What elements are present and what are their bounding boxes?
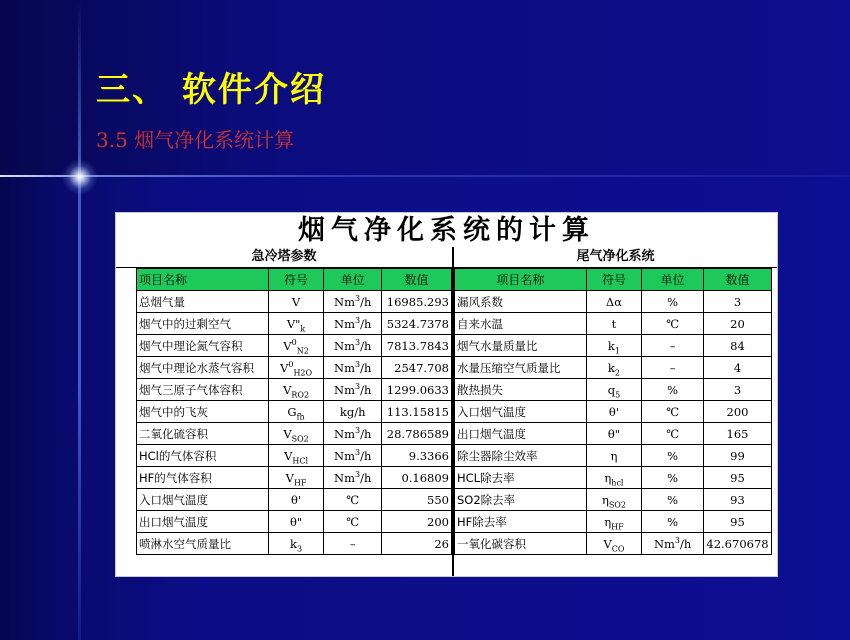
table-row (455, 445, 772, 467)
value-cell: 113.15815 (382, 401, 452, 423)
slide-title: 三、 软件介绍 (96, 70, 326, 110)
left-header-row (137, 269, 452, 291)
table-row (137, 423, 452, 445)
table-row (455, 313, 772, 335)
slide-subtitle: 3.5 烟气净化系统计算 (96, 128, 295, 152)
unit-cell: Nm$^3$/h (324, 423, 382, 445)
value-cell: 84 (703, 335, 771, 357)
table-row (455, 357, 772, 379)
value-cell: 4 (703, 357, 771, 379)
symbol-cell: θ' (586, 401, 642, 423)
unit-cell: Nm$^3$/h (324, 467, 382, 489)
decorative-horizontal-line (0, 175, 850, 177)
decorative-vertical-line (78, 0, 81, 640)
item-name-cell: 烟气中的飞灰 (137, 401, 269, 423)
unit-cell: Nm$^3$/h (324, 379, 382, 401)
table-row (137, 533, 452, 555)
symbol-cell: θ' (268, 489, 324, 511)
unit-cell: – (642, 357, 704, 379)
value-cell: 93 (703, 489, 771, 511)
value-cell: 7813.7843 (382, 335, 452, 357)
value-cell: 20 (703, 313, 771, 335)
item-name-cell: 烟气中理论氮气容积 (137, 335, 269, 357)
unit-cell: – (642, 335, 704, 357)
unit-cell: kg/h (324, 401, 382, 423)
item-name-cell: HCl的气体容积 (137, 445, 269, 467)
value-cell: 0.16809 (382, 467, 452, 489)
symbol-cell: η (586, 445, 642, 467)
symbol-cell: V (268, 291, 324, 313)
symbol-cell: $k_3$ (268, 533, 324, 555)
value-cell: 16985.293 (382, 291, 452, 313)
table-row (137, 313, 452, 335)
value-cell: 99 (703, 445, 771, 467)
header-cell: 项目名称 (455, 269, 587, 291)
item-name-cell: 总烟气量 (137, 291, 269, 313)
symbol-cell: $\eta_{SO2}$ (586, 489, 642, 511)
symbol-cell: $V_{CO}$ (586, 533, 642, 555)
light-flare (62, 159, 98, 195)
symbol-cell: $\eta_{HF}$ (586, 511, 642, 533)
unit-cell: ℃ (642, 313, 704, 335)
table-row (455, 401, 772, 423)
table-row (455, 423, 772, 445)
symbol-cell: Δα (586, 291, 642, 313)
item-name-cell: 出口烟气温度 (137, 511, 269, 533)
unit-cell: Nm$^3$/h (324, 313, 382, 335)
value-cell: 5324.7378 (382, 313, 452, 335)
symbol-cell: $V^0_{N2}$ (268, 335, 324, 357)
value-cell: 9.3366 (382, 445, 452, 467)
symbol-cell: t (586, 313, 642, 335)
unit-cell: ℃ (642, 423, 704, 445)
item-name-cell: 出口烟气温度 (455, 423, 587, 445)
table-row (137, 335, 452, 357)
item-name-cell: HCL除去率 (455, 467, 587, 489)
unit-cell: ℃ (324, 511, 382, 533)
unit-cell: Nm$^3$/h (324, 445, 382, 467)
value-cell: 2547.708 (382, 357, 452, 379)
spreadsheet-image (115, 212, 778, 577)
value-cell: 95 (703, 467, 771, 489)
symbol-cell: $V^0_{H2O}$ (268, 357, 324, 379)
header-cell: 单位 (642, 269, 704, 291)
header-cell: 符号 (268, 269, 324, 291)
value-cell: 26 (382, 533, 452, 555)
table-row (455, 335, 772, 357)
right-header-row (455, 269, 772, 291)
table-row (137, 511, 452, 533)
table-row (137, 401, 452, 423)
unit-cell: % (642, 511, 704, 533)
symbol-cell: $k_2$ (586, 357, 642, 379)
item-name-cell: 散热损失 (455, 379, 587, 401)
table-row (455, 511, 772, 533)
item-name-cell: 水量压缩空气质量比 (455, 357, 587, 379)
value-cell: 165 (703, 423, 771, 445)
left-table (136, 268, 452, 555)
unit-cell: ℃ (324, 489, 382, 511)
unit-cell: ℃ (642, 401, 704, 423)
value-cell: 28.786589 (382, 423, 452, 445)
table-row (137, 467, 452, 489)
unit-cell: % (642, 489, 704, 511)
item-name-cell: 烟气水量质量比 (455, 335, 587, 357)
right-table (454, 268, 772, 555)
item-name-cell: 喷淋水空气质量比 (137, 533, 269, 555)
value-cell: 1299.0633 (382, 379, 452, 401)
symbol-cell: θ" (268, 511, 324, 533)
unit-cell: Nm$^3$/h (324, 335, 382, 357)
value-cell: 200 (703, 401, 771, 423)
table-row (455, 291, 772, 313)
symbol-cell: $V"_k$ (268, 313, 324, 335)
item-name-cell: 烟气中的过剩空气 (137, 313, 269, 335)
item-name-cell: 烟气中理论水蒸气容积 (137, 357, 269, 379)
unit-cell: % (642, 379, 704, 401)
unit-cell: % (642, 445, 704, 467)
symbol-cell: $V_{HCl}$ (268, 445, 324, 467)
unit-cell: – (324, 533, 382, 555)
header-cell: 数值 (382, 269, 452, 291)
symbol-cell: $\eta_{hcl}$ (586, 467, 642, 489)
item-name-cell: HF除去率 (455, 511, 587, 533)
item-name-cell: 入口烟气温度 (455, 401, 587, 423)
item-name-cell: 自来水温 (455, 313, 587, 335)
table-row (137, 445, 452, 467)
symbol-cell: $V_{RO2}$ (268, 379, 324, 401)
table-row (455, 489, 772, 511)
value-cell: 95 (703, 511, 771, 533)
table-row (137, 357, 452, 379)
item-name-cell: 二氧化硫容积 (137, 423, 269, 445)
table-row (137, 489, 452, 511)
left-section-title: 急冷塔参数 (116, 247, 452, 268)
table-row (137, 379, 452, 401)
header-cell: 符号 (586, 269, 642, 291)
item-name-cell: 烟气三原子气体容积 (137, 379, 269, 401)
header-cell: 单位 (324, 269, 382, 291)
unit-cell: Nm$^3$/h (642, 533, 704, 555)
table-row (137, 291, 452, 313)
symbol-cell: $G_{fh}$ (268, 401, 324, 423)
value-cell: 3 (703, 379, 771, 401)
item-name-cell: SO2除去率 (455, 489, 587, 511)
table-row (455, 533, 772, 555)
symbol-cell: $V_{HF}$ (268, 467, 324, 489)
unit-cell: Nm$^3$/h (324, 357, 382, 379)
header-cell: 项目名称 (137, 269, 269, 291)
unit-cell: % (642, 467, 704, 489)
item-name-cell: 漏风系数 (455, 291, 587, 313)
symbol-cell: θ" (586, 423, 642, 445)
symbol-cell: $k_1$ (586, 335, 642, 357)
table-row (455, 379, 772, 401)
table-row (455, 467, 772, 489)
header-cell: 数值 (703, 269, 771, 291)
unit-cell: % (642, 291, 704, 313)
item-name-cell: 入口烟气温度 (137, 489, 269, 511)
symbol-cell: $q_5$ (586, 379, 642, 401)
item-name-cell: 除尘器除尘效率 (455, 445, 587, 467)
right-section-title: 尾气净化系统 (454, 247, 777, 268)
item-name-cell: 一氧化碳容积 (455, 533, 587, 555)
value-cell: 200 (382, 511, 452, 533)
sheet-title: 烟气净化系统的计算 (298, 215, 595, 246)
value-cell: 550 (382, 489, 452, 511)
unit-cell: Nm$^3$/h (324, 291, 382, 313)
value-cell: 42.670678 (703, 533, 771, 555)
symbol-cell: $V_{SO2}$ (268, 423, 324, 445)
item-name-cell: HF的气体容积 (137, 467, 269, 489)
value-cell: 3 (703, 291, 771, 313)
